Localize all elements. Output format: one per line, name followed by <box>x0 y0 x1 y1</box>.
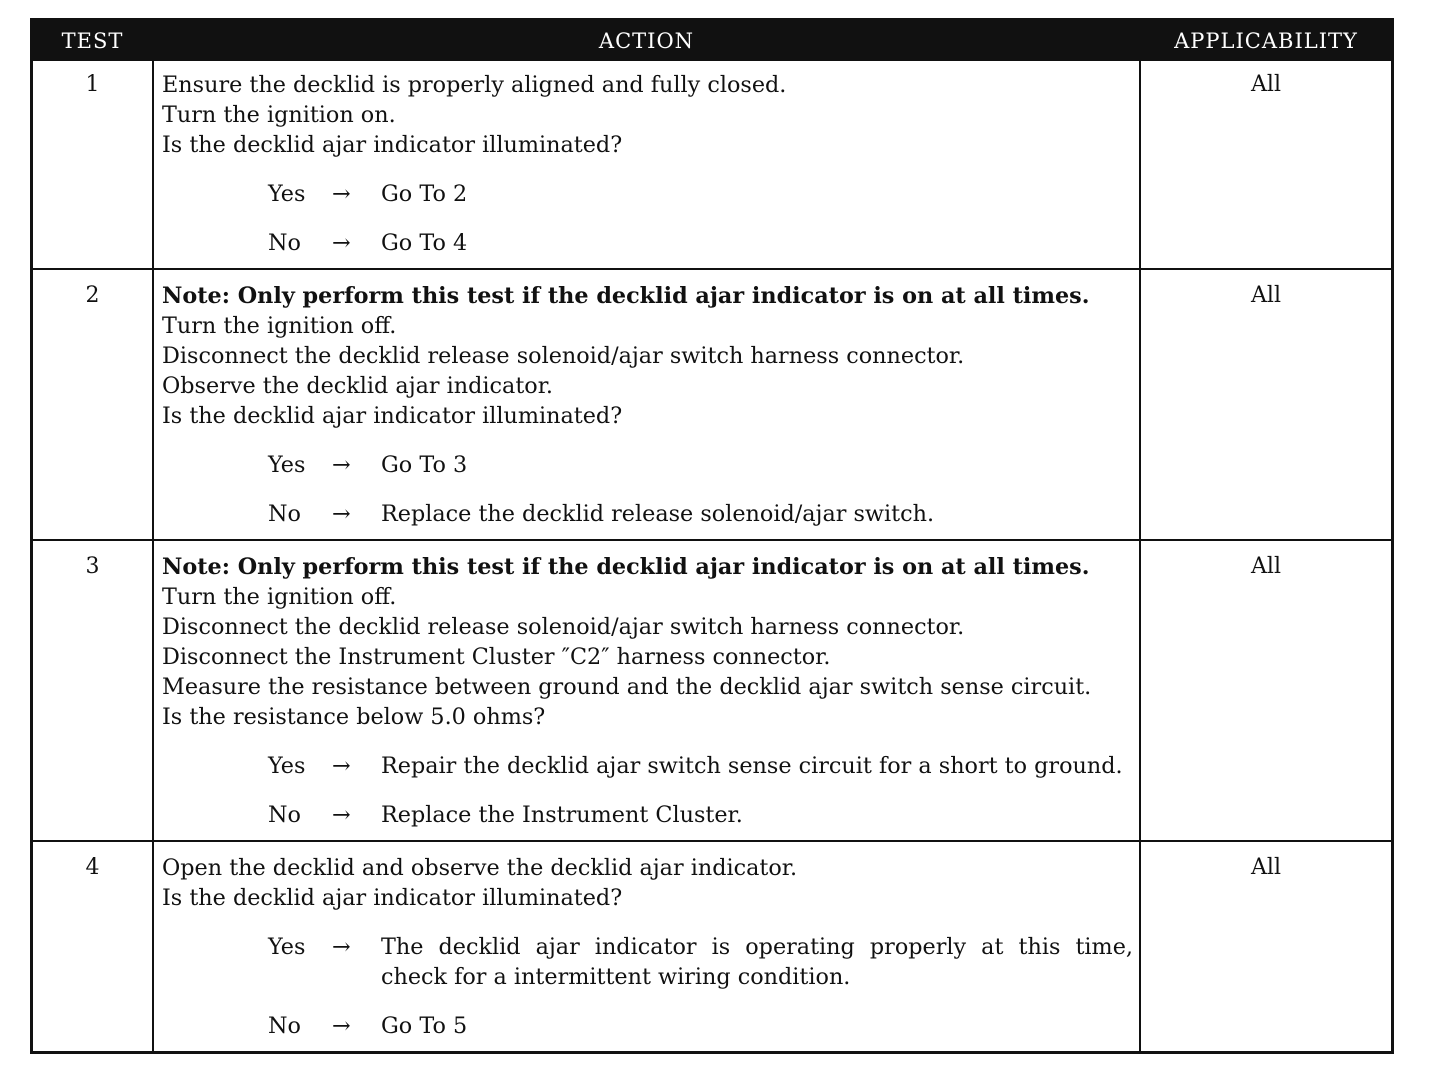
action-line: Observe the decklid ajar indicator. <box>162 373 554 399</box>
no-result: Replace the decklid release solenoid/ajar switch. <box>381 501 935 527</box>
arrow-icon: → <box>332 934 351 960</box>
arrow-icon: → <box>332 230 351 256</box>
no-label: No <box>268 230 301 256</box>
no-result: Go To 4 <box>381 230 468 256</box>
action-line: Open the decklid and observe the decklid ajar indicator. <box>162 855 798 881</box>
test-number: 1 <box>85 72 100 97</box>
applicability-value: All <box>1251 855 1281 880</box>
applicability-value: All <box>1251 283 1281 308</box>
no-label: No <box>268 501 301 527</box>
note-line: Note: Only perform this test if the decklid ajar indicator is on at all times. <box>162 554 1090 580</box>
action-cell <box>162 552 1134 830</box>
arrow-icon: → <box>332 1013 351 1039</box>
yes-result: Repair the decklid ajar switch sense circuit for a short to ground. <box>381 753 1123 779</box>
yes-label: Yes <box>268 181 306 207</box>
action-line: Turn the ignition off. <box>162 313 397 339</box>
table-header-row <box>33 21 1391 61</box>
header-test: TEST <box>61 29 124 53</box>
applicability-value: All <box>1251 554 1281 579</box>
action-line: Is the decklid ajar indicator illuminated? <box>162 885 623 911</box>
arrow-icon: → <box>332 753 351 779</box>
applicability-value: All <box>1251 72 1281 97</box>
yes-label: Yes <box>268 452 306 478</box>
column-divider <box>152 61 154 1051</box>
test-number: 2 <box>85 283 100 308</box>
action-line: Is the decklid ajar indicator illuminated? <box>162 132 623 158</box>
no-result: Go To 5 <box>381 1013 468 1039</box>
yes-label: Yes <box>268 934 306 960</box>
action-line: Disconnect the decklid release solenoid/ajar switch harness connector. <box>162 614 965 640</box>
no-branch <box>162 1011 1134 1041</box>
action-line: Turn the ignition off. <box>162 584 397 610</box>
header-action: ACTION <box>598 29 695 53</box>
yes-result: Go To 2 <box>381 181 468 207</box>
arrow-icon: → <box>332 501 351 527</box>
yes-result: Go To 3 <box>381 452 468 478</box>
action-line: Is the resistance below 5.0 ohms? <box>162 704 546 730</box>
action-line: Turn the ignition on. <box>162 102 396 128</box>
action-cell <box>162 70 1134 258</box>
action-cell <box>162 281 1134 529</box>
no-result: Replace the Instrument Cluster. <box>381 802 743 828</box>
row-divider <box>33 539 1391 541</box>
arrow-icon: → <box>332 181 351 207</box>
no-branch <box>162 228 1134 258</box>
row-divider <box>33 840 1391 842</box>
yes-branch <box>162 932 1134 992</box>
test-number: 4 <box>85 855 100 880</box>
test-number: 3 <box>85 554 100 579</box>
action-line: Disconnect the decklid release solenoid/ajar switch harness connector. <box>162 343 965 369</box>
no-branch <box>162 499 1134 529</box>
action-line: Disconnect the Instrument Cluster ″C2″ harness connector. <box>162 644 831 670</box>
no-label: No <box>268 1013 301 1039</box>
row-divider <box>33 268 1391 270</box>
action-cell <box>162 853 1134 1041</box>
yes-label: Yes <box>268 753 306 779</box>
yes-branch <box>162 179 1134 209</box>
no-branch <box>162 800 1134 830</box>
note-line: Note: Only perform this test if the decklid ajar indicator is on at all times. <box>162 283 1090 309</box>
action-line: Measure the resistance between ground and the decklid ajar switch sense circuit. <box>162 674 1092 700</box>
action-line: Ensure the decklid is properly aligned and fully closed. <box>162 72 787 98</box>
arrow-icon: → <box>332 802 351 828</box>
yes-branch <box>162 751 1134 781</box>
yes-result: The decklid ajar indicator is operating properly at this time, check for a intermittent wiring condition. <box>381 934 1133 990</box>
no-label: No <box>268 802 301 828</box>
header-applicability: APPLICABILITY <box>1174 29 1358 53</box>
diagnostic-test-table <box>30 18 1394 1054</box>
yes-branch <box>162 450 1134 480</box>
arrow-icon: → <box>332 452 351 478</box>
action-line: Is the decklid ajar indicator illuminated? <box>162 403 623 429</box>
